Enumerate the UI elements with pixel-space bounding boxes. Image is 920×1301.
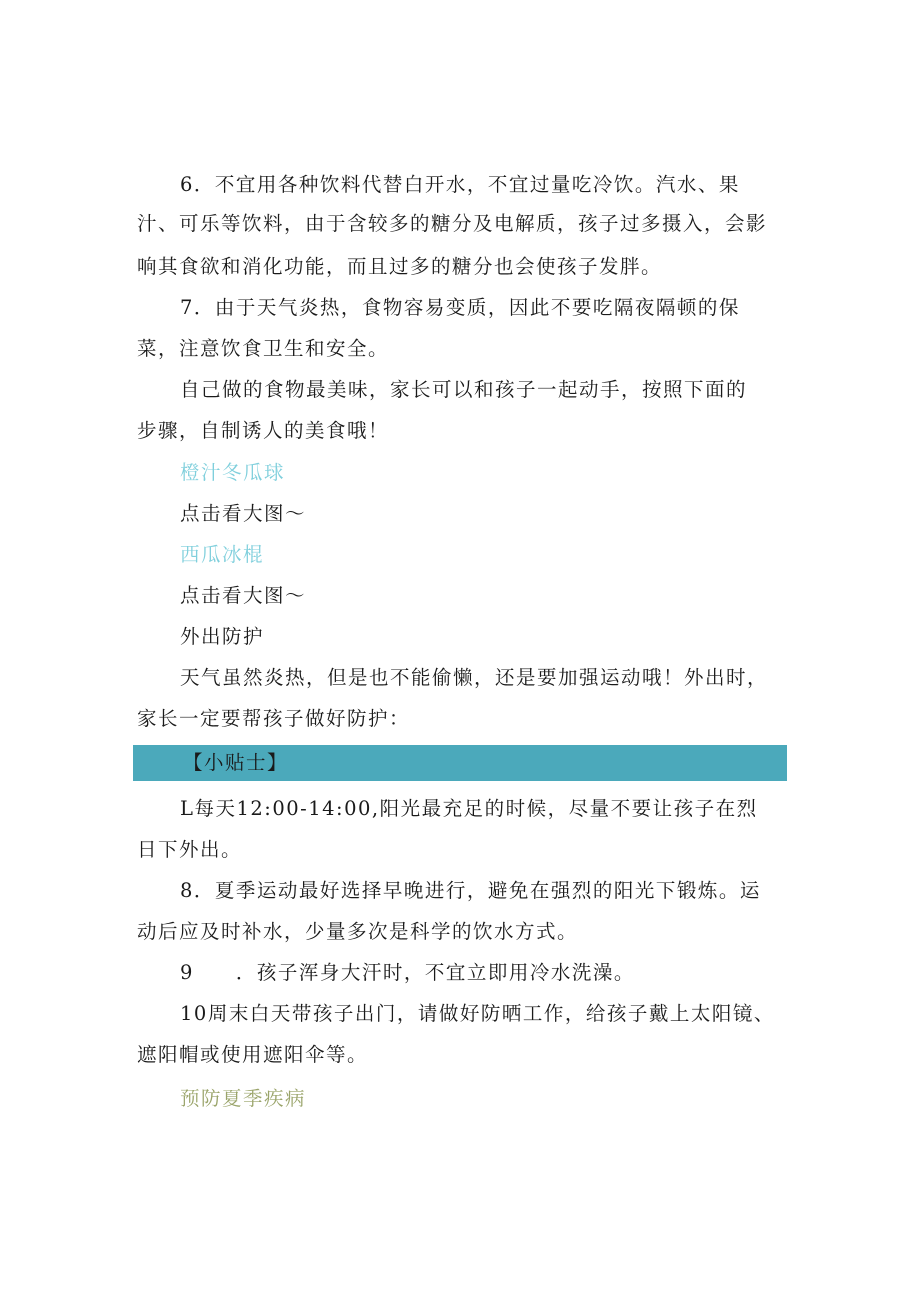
tip-8-line-1: 8．夏季运动最好选择早晚进行，避免在强烈的阳光下锻炼。运 bbox=[180, 879, 761, 902]
tip-1-line-2: 日下外出。 bbox=[137, 838, 243, 861]
tip-10-line-1: 10周末白天带孩子出门，请做好防晒工作，给孩子戴上太阳镜、 bbox=[180, 1002, 775, 1025]
tips-banner bbox=[133, 745, 787, 781]
paragraph-7-line-1: 7．由于天气炎热，食物容易变质，因此不要吃隔夜隔顿的保 bbox=[180, 296, 740, 319]
prevent-summer-disease-heading: 预防夏季疾病 bbox=[180, 1087, 307, 1110]
homemade-intro-line-1: 自己做的食物最美味，家长可以和孩子一起动手，按照下面的 bbox=[180, 378, 748, 401]
tip-9: 9 ．孩子浑身大汗时，不宜立即用冷水洗澡。 bbox=[180, 961, 635, 984]
outdoor-protection-heading: 外出防护 bbox=[180, 625, 265, 648]
homemade-intro-line-2: 步骤，自制诱人的美食哦！ bbox=[137, 419, 390, 442]
tip-10-line-2: 遮阳帽或使用遮阳伞等。 bbox=[137, 1043, 369, 1066]
paragraph-7-line-2: 菜，注意饮食卫生和安全。 bbox=[137, 337, 390, 360]
paragraph-6-line-2: 汁、可乐等饮料，由于含较多的糖分及电解质，孩子过多摄入，会影 bbox=[137, 212, 768, 235]
view-large-image-link-2[interactable]: 点击看大图～ bbox=[180, 584, 307, 607]
view-large-image-link-1[interactable]: 点击看大图～ bbox=[180, 502, 307, 525]
tips-label: 【小贴士】 bbox=[183, 751, 289, 774]
tip-8-line-2: 动后应及时补水，少量多次是科学的饮水方式。 bbox=[137, 920, 579, 943]
outdoor-intro-line-2: 家长一定要帮孩子做好防护： bbox=[137, 707, 411, 730]
recipe-link-orange-wintermelon[interactable]: 橙汁冬瓜球 bbox=[180, 461, 286, 484]
paragraph-6-line-3: 响其食欲和消化功能，而且过多的糖分也会使孩子发胖。 bbox=[137, 255, 663, 278]
outdoor-intro-line-1: 天气虽然炎热，但是也不能偷懒，还是要加强运动哦！外出时， bbox=[180, 666, 769, 689]
paragraph-6-line-1: 6．不宜用各种饮料代替白开水，不宜过量吃冷饮。汽水、果 bbox=[180, 173, 740, 196]
recipe-link-watermelon-popsicle[interactable]: 西瓜冰棍 bbox=[180, 543, 265, 566]
tip-1-line-1: L每天12:00-14:00,阳光最充足的时候，尽量不要让孩子在烈 bbox=[180, 797, 758, 820]
